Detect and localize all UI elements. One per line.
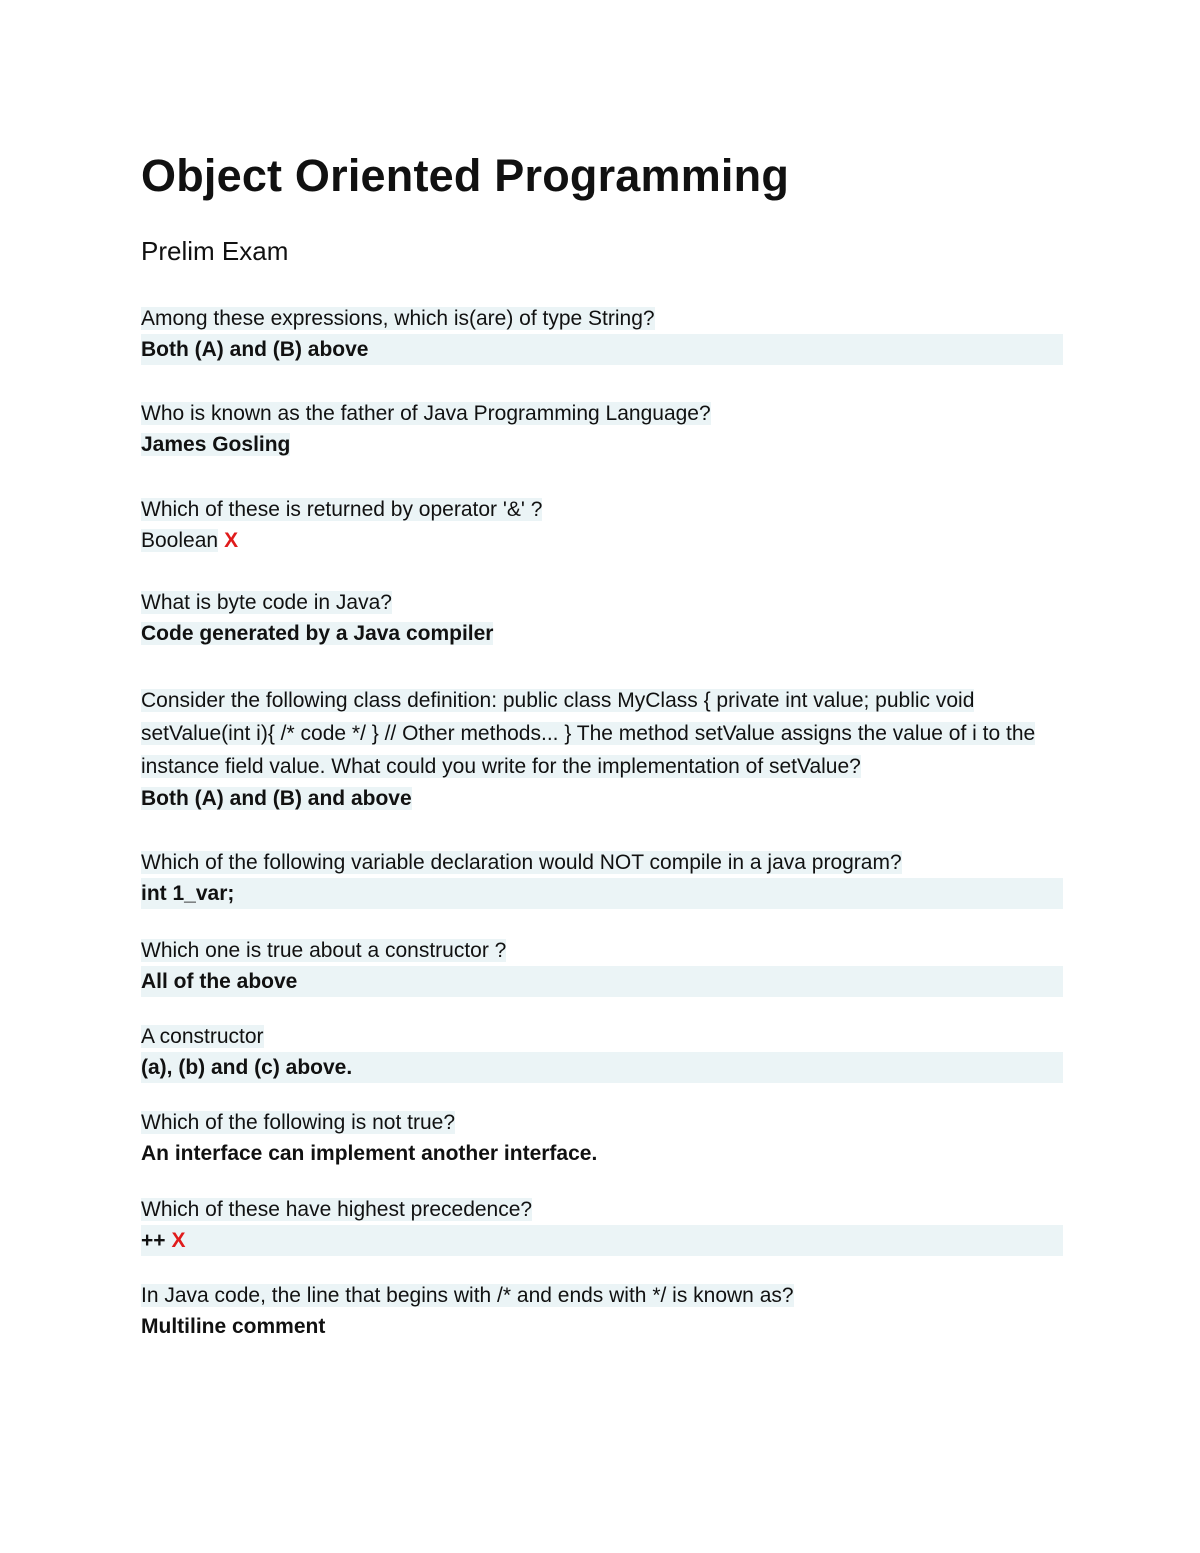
question-text: What is byte code in Java?	[141, 591, 392, 614]
answer-text: Both (A) and (B) above	[141, 334, 1063, 365]
question-text: Which of the following is not true?	[141, 1111, 455, 1134]
question-text: Among these expressions, which is(are) of type String?	[141, 307, 655, 330]
answer-text: ++ X	[141, 1225, 1063, 1256]
question-block-2	[141, 398, 1063, 460]
question-block-11	[141, 1280, 1063, 1342]
answer-text: Code generated by a Java compiler	[141, 622, 494, 645]
answer-text: (a), (b) and (c) above.	[141, 1052, 1063, 1083]
question-block-6	[141, 847, 1063, 909]
answer-text: int 1_var;	[141, 878, 1063, 909]
answer-text: James Gosling	[141, 433, 291, 456]
question-block-7	[141, 935, 1063, 997]
question-block-5	[141, 684, 1063, 814]
question-block-1	[141, 303, 1063, 365]
question-text: Which of the following variable declaration would NOT compile in a java program?	[141, 851, 902, 874]
question-text: Consider the following class definition: public class MyClass { private int value; public void setValue(int i){ /* code */ } // Other methods... } The method setValue assigns the value of i to the instance field value. What could you write for the implementation of setValue?	[141, 689, 1036, 778]
question-text: A constructor	[141, 1025, 264, 1048]
question-block-9	[141, 1107, 1063, 1169]
question-text: Which one is true about a constructor ?	[141, 939, 507, 962]
question-text: In Java code, the line that begins with /* and ends with */ is known as?	[141, 1284, 794, 1307]
document-subtitle: Prelim Exam	[141, 236, 289, 266]
question-block-8	[141, 1021, 1063, 1083]
question-text: Who is known as the father of Java Programming Language?	[141, 402, 711, 425]
document-title: Object Oriented Programming	[141, 150, 790, 201]
question-block-3	[141, 494, 1063, 556]
wrong-mark: X	[224, 529, 239, 552]
answer-text: Boolean X	[141, 529, 239, 552]
answer-text: Multiline comment	[141, 1315, 326, 1338]
question-text: Which of these is returned by operator '&' ?	[141, 498, 543, 521]
question-text: Which of these have highest precedence?	[141, 1198, 533, 1221]
question-block-4	[141, 587, 1063, 649]
answer-text: Both (A) and (B) and above	[141, 787, 412, 810]
wrong-mark: X	[171, 1229, 186, 1252]
answer-text: An interface can implement another interface.	[141, 1142, 598, 1165]
question-block-10	[141, 1194, 1063, 1256]
answer-text: All of the above	[141, 966, 1063, 997]
